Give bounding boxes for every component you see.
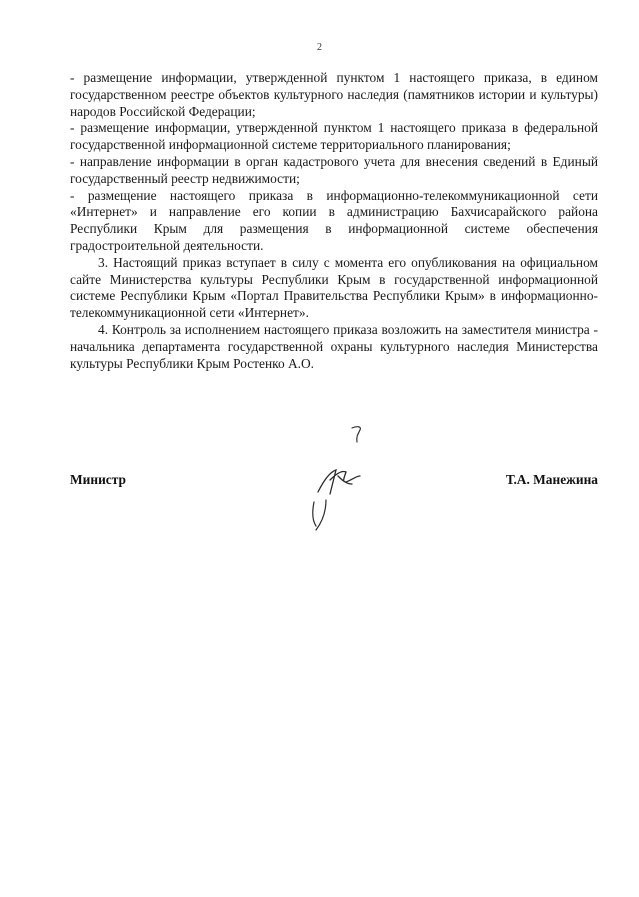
paragraph-item-3: 3. Настоящий приказ вступает в силу с момента его опубликования на официальном сайте Министерства культуры Республики Крым в государственной информационной системе Республики Крым «Портал Правительства Республики Крым» в информационно-телекоммуникационной сети «Интернет». [70,254,598,321]
paragraph-item-4: 4. Контроль за исполнением настоящего приказа возложить на заместителя министра - начальника департамента государственной охраны культурного наследия Министерства культуры Республики Крым Ростенко А.О. [70,321,598,371]
paragraph-bullet-territorial-planning: - размещение информации, утвержденной пунктом 1 настоящего приказа в федеральной государственной информационной системе территориального планирования; [70,120,598,153]
page-number: 2 [317,42,322,53]
document-body [70,70,598,372]
paragraph-bullet-registry: - размещение информации, утвержденной пунктом 1 настоящего приказа, в едином государственном реестре объектов культурного наследия (памятников истории и культуры) народов Российской Федерации; [70,70,598,119]
paragraph-bullet-internet: - размещение настоящего приказа в информационно-телекоммуникационной сети «Интернет» и направление его копии в администрацию Бахчисарайского района Республики Крым для размещения в информационной системе обеспечения градостроительной деятельности. [70,187,598,253]
paragraph-bullet-cadastral: - направление информации в орган кадастрового учета для внесения сведений в Единый государственный реестр недвижимости; [70,153,598,186]
signature-block [70,472,598,492]
signatory-title: Министр [70,472,126,487]
signatory-name: Т.А. Манежина [505,472,598,487]
